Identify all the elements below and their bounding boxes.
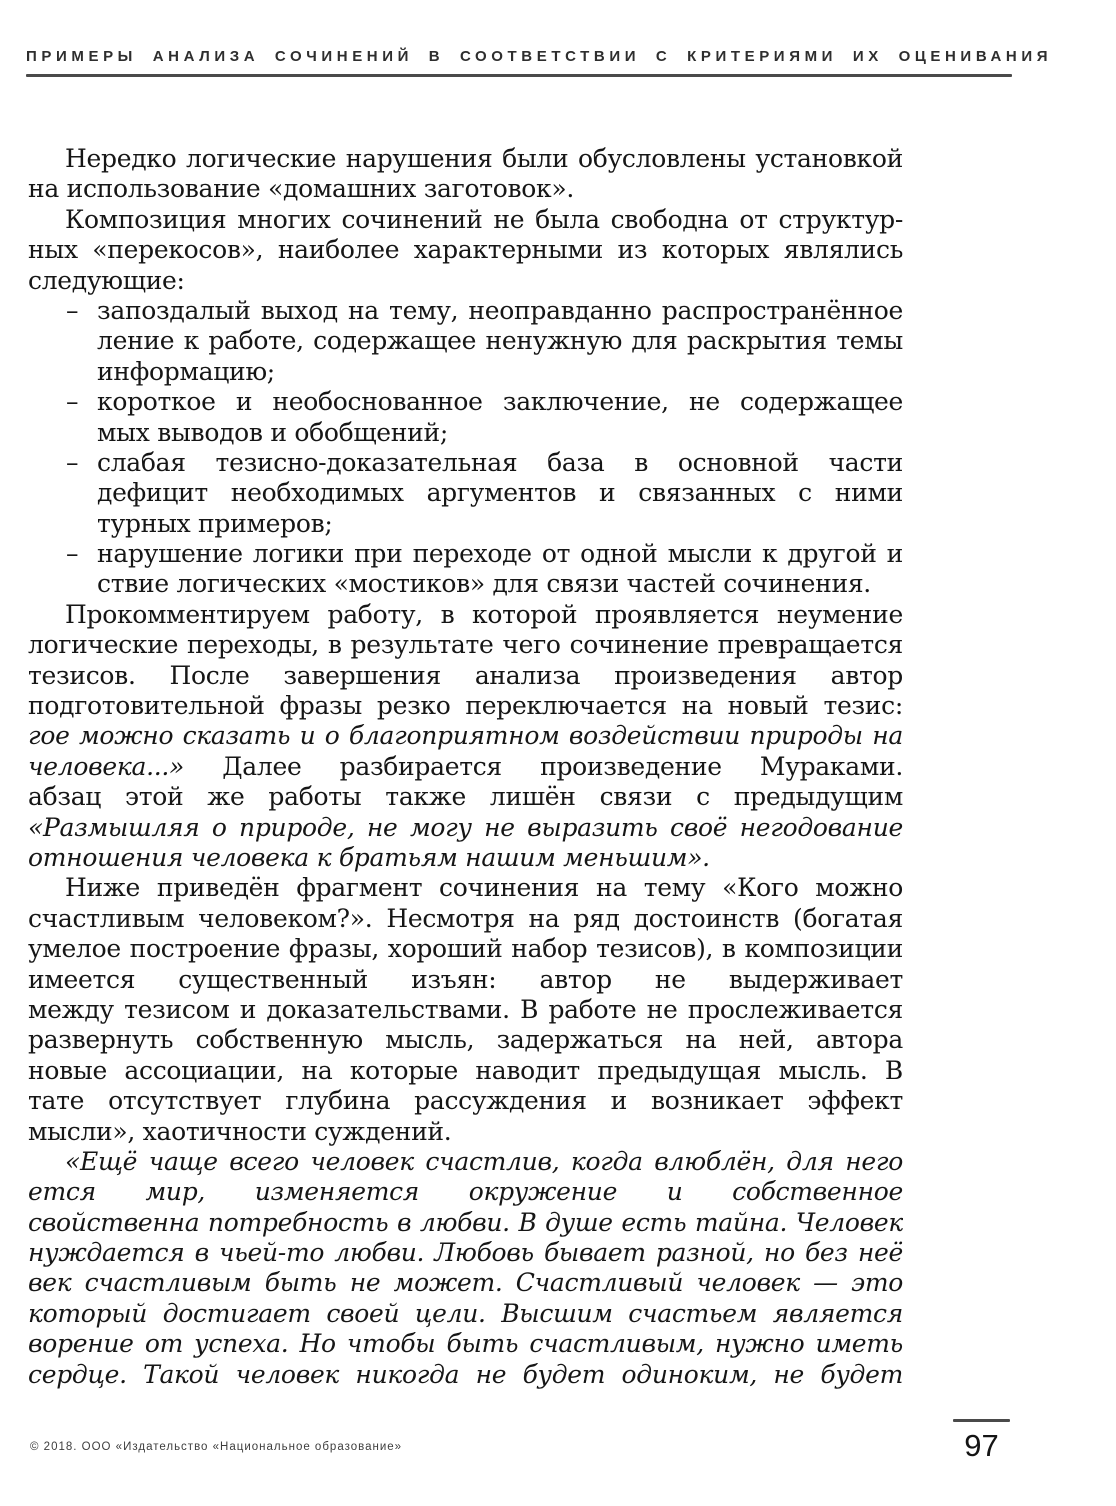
text-run: мых выводов и обобщений; xyxy=(97,417,449,447)
text-run: логические переходы, в результате чего сочинение превращается xyxy=(28,630,903,660)
text-line xyxy=(97,539,903,569)
text-line xyxy=(28,630,903,660)
text-line xyxy=(28,1360,903,1390)
text-run: короткое и необоснованное заключение, не содержащее xyxy=(97,387,903,417)
text-run: имеется существенный изъян: автор не выдерживает xyxy=(28,964,903,994)
text-line xyxy=(97,448,903,478)
text-line xyxy=(97,357,903,387)
text-line xyxy=(28,1056,903,1086)
page-number-rule xyxy=(953,1419,1010,1422)
text-run: Нередко логические нарушения были обусловлены установкой xyxy=(65,144,903,173)
text-run: развернуть собственную мысль, задержаться на ней, автора xyxy=(28,1025,903,1055)
text-run: между тезисом и доказательствами. В работе не прослеживается xyxy=(28,994,903,1024)
text-run: Ниже приведён фрагмент сочинения на тему «Кого можно xyxy=(65,873,903,903)
text-line xyxy=(28,266,903,296)
text-run: турных примеров; xyxy=(97,508,333,538)
paragraph xyxy=(28,873,903,1147)
italic-text-run: отношения человека к братьям нашим меньшим». xyxy=(28,842,710,872)
text-run: ных «перекосов», наиболее характерными из которых являлись xyxy=(28,235,903,265)
text-run: Композиция многих сочинений не была свободна от структур- xyxy=(65,204,903,234)
text-line xyxy=(28,965,903,995)
paragraph xyxy=(28,600,903,874)
text-line xyxy=(28,691,903,721)
text-line xyxy=(28,661,903,691)
list-marker: – xyxy=(66,295,79,325)
text-line xyxy=(28,1086,903,1116)
text-run: Далее разбирается произведение Мураками. xyxy=(222,751,903,781)
text-run: тезисов. После завершения анализа произведения автор xyxy=(28,660,903,690)
text-run: ствие логических «мостиков» для связи частей сочинения. xyxy=(97,569,871,599)
text-line xyxy=(28,600,903,630)
text-run: новые ассоциации, на которые наводит предыдущая мысль. В xyxy=(28,1055,903,1085)
text-run: подготовительной фразы резко переключается на новый тезис: xyxy=(28,691,903,721)
italic-text-run: человека...» xyxy=(28,751,185,781)
list-item xyxy=(28,296,903,387)
italic-text-run: ворение от успеха. Но чтобы быть счастливым, нужно иметь xyxy=(28,1329,903,1359)
text-line xyxy=(28,1177,903,1207)
list-item xyxy=(28,387,903,448)
italic-text-run: сердце. Такой человек никогда не будет одиноким, не будет xyxy=(28,1359,903,1389)
italic-text-run: ется мир, изменяется окружение и собственное xyxy=(28,1177,903,1207)
text-run: абзац этой же работы также лишён связи с предыдущим xyxy=(28,782,903,812)
text-line xyxy=(97,509,903,539)
text-line xyxy=(28,904,903,934)
list-item xyxy=(28,539,903,600)
paragraph xyxy=(28,144,903,205)
text-line xyxy=(28,1208,903,1238)
italic-text-run: «Ещё чаще всего человек счастлив, когда влюблён, для него xyxy=(65,1146,903,1176)
text-line xyxy=(97,418,903,448)
header-rule xyxy=(26,74,1012,77)
text-line xyxy=(28,873,903,903)
page-number-block xyxy=(953,1419,1010,1464)
text-line xyxy=(97,569,903,599)
text-run: запоздалый выход на тему, неоправданно распространённое xyxy=(97,295,903,325)
text-run: умелое построение фразы, хороший набор тезисов), в композиции xyxy=(28,934,903,964)
text-line xyxy=(28,144,903,174)
text-run: информацию; xyxy=(97,356,275,386)
text-line xyxy=(28,1238,903,1268)
italic-text-run: свойственна потребность в любви. В душе есть тайна. Человек xyxy=(28,1207,903,1237)
text-line xyxy=(28,205,903,235)
text-line xyxy=(28,1025,903,1055)
list-item xyxy=(28,448,903,539)
text-line xyxy=(28,995,903,1025)
text-line xyxy=(28,1147,903,1177)
text-line xyxy=(97,387,903,417)
text-line xyxy=(28,721,903,751)
paragraph xyxy=(28,1147,903,1390)
running-head-title: ПРИМЕРЫ АНАЛИЗА СОЧИНЕНИЙ В СООТВЕТСТВИИ С КРИТЕРИЯМИ ИХ ОЦЕНИВАНИЯ xyxy=(26,48,1053,65)
italic-text-run: который достигает своей цели. Высшим счастьем является xyxy=(28,1298,903,1328)
text-run: нарушение логики при переходе от одной мысли к другой и xyxy=(97,539,903,569)
text-block xyxy=(28,144,903,1390)
text-line xyxy=(28,782,903,812)
text-line xyxy=(28,934,903,964)
italic-text-run: век счастливым быть не может. Счастливый человек — это xyxy=(28,1268,903,1298)
copyright-notice: © 2018. ООО «Издательство «Национальное образование» xyxy=(30,1441,403,1453)
text-line xyxy=(28,1268,903,1298)
italic-text-run: гое можно сказать и о благоприятном воздействии природы на xyxy=(28,721,903,751)
page-number: 97 xyxy=(964,1428,999,1463)
text-line xyxy=(97,296,903,326)
text-line xyxy=(28,1117,903,1147)
text-line xyxy=(28,752,903,782)
italic-text-run: нуждается в чьей-то любви. Любовь бывает разной, но без неё xyxy=(28,1238,903,1268)
text-line xyxy=(28,843,903,873)
text-line xyxy=(28,1329,903,1359)
text-run: дефицит необходимых аргументов и связанных с ними xyxy=(97,478,903,508)
text-run: на использование «домашних заготовок». xyxy=(28,174,574,204)
text-run: Прокомментируем работу, в которой проявляется неумение xyxy=(65,599,903,629)
text-run: счастливым человеком?». Несмотря на ряд достоинств (богатая xyxy=(28,903,903,933)
text-line xyxy=(28,174,903,204)
text-run: ление к работе, содержащее ненужную для раскрытия темы xyxy=(97,326,903,356)
text-line xyxy=(97,326,903,356)
text-line xyxy=(28,1299,903,1329)
text-run: мысли», хаотичности суждений. xyxy=(28,1116,452,1146)
text-line xyxy=(97,478,903,508)
italic-text-run: «Размышляя о природе, не могу не выразить своё негодование xyxy=(28,812,903,842)
paragraph xyxy=(28,205,903,296)
page-header xyxy=(26,48,1053,77)
text-run: следующие: xyxy=(28,265,185,295)
text-line xyxy=(28,813,903,843)
list-marker: – xyxy=(66,539,79,569)
text-run: тате отсутствует глубина рассуждения и возникает эффект xyxy=(28,1086,903,1116)
list-marker: – xyxy=(66,447,79,477)
text-line xyxy=(28,235,903,265)
list-marker: – xyxy=(66,387,79,417)
text-run: слабая тезисно-доказательная база в основной части xyxy=(97,447,903,477)
